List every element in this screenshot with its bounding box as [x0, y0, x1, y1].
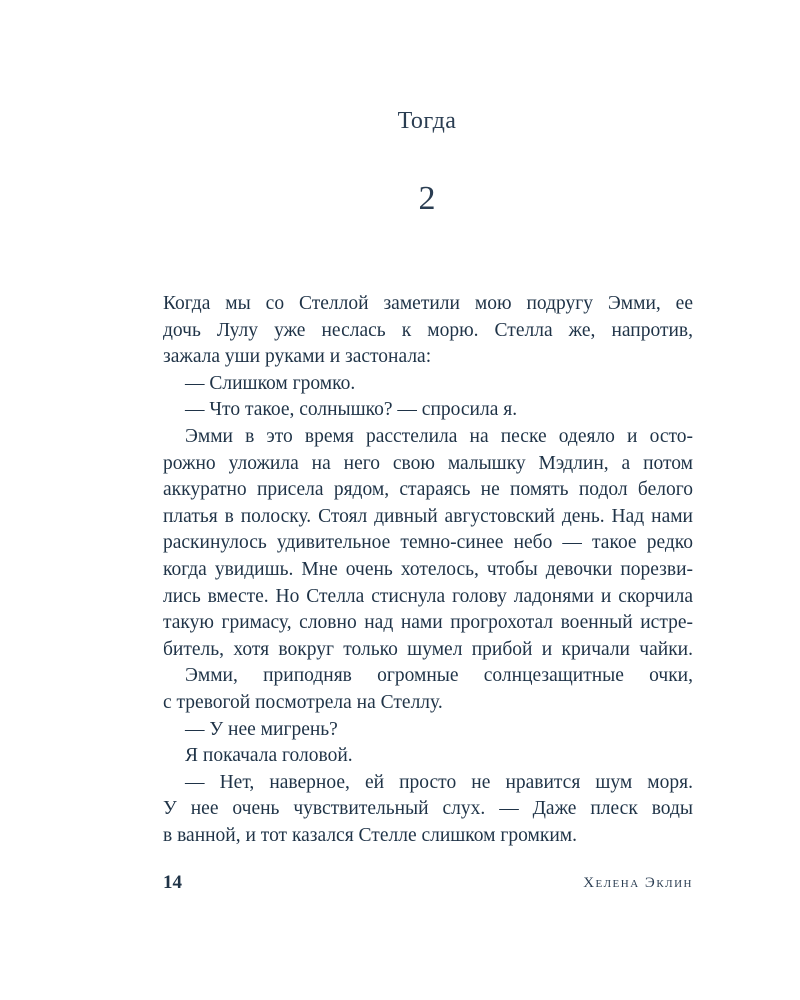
text-line: в ванной, и тот казался Стелле слишком громким. — [163, 824, 577, 846]
text-line: битель, хотя вокруг только шумел прибой и кричали чайки. — [163, 638, 693, 660]
text-line: Эмми в это время расстелила на песке одеяло и осто- — [185, 425, 693, 447]
author-name: Хелена Эклин — [583, 875, 693, 891]
body-text — [163, 291, 693, 849]
text-line: зажала уши руками и застонала: — [163, 346, 432, 368]
text-line: аккуратно присела рядом, стараясь не помять подол белого — [163, 479, 693, 501]
page-number: 14 — [163, 872, 182, 893]
text-line: раскинулось удивительное темно-синее небо — такое редко — [163, 532, 693, 554]
text-line: рожно уложила на него свою малышку Мэдлин, а потом — [163, 452, 693, 474]
text-line: такую гримасу, словно над нами прогрохотал военный истре- — [163, 612, 693, 634]
text-line: У нее очень чувствительный слух. — Даже плеск воды — [163, 798, 693, 820]
text-line: Я покачала головой. — [185, 745, 353, 767]
chapter-number: 2 — [418, 180, 436, 217]
text-line: Эмми, приподняв огромные солнцезащитные очки, — [185, 665, 693, 687]
text-line: платья в полоску. Стоял дивный августовский день. Над нами — [163, 505, 693, 527]
page-footer — [163, 872, 693, 896]
text-line: с тревогой посмотрела на Стеллу. — [163, 691, 443, 713]
dialogue-line: — Нет, наверное, ей просто не нравится шум моря. — [185, 771, 693, 793]
text-line: когда увидишь. Мне очень хотелось, чтобы девочки порезви- — [163, 558, 693, 580]
text-line: лись вместе. Но Стелла стиснула голову ладонями и скорчила — [163, 585, 693, 607]
text-line: Когда мы со Стеллой заметили мою подругу Эмми, ее — [163, 293, 693, 314]
dialogue-line: — У нее мигрень? — [185, 718, 338, 740]
text-line: дочь Лулу уже неслась к морю. Стелла же, напротив, — [163, 319, 693, 341]
dialogue-line: — Что такое, солнышко? — спросила я. — [185, 399, 518, 421]
dialogue-line: — Слишком громко. — [185, 372, 356, 394]
section-title: Тогда — [397, 108, 457, 134]
